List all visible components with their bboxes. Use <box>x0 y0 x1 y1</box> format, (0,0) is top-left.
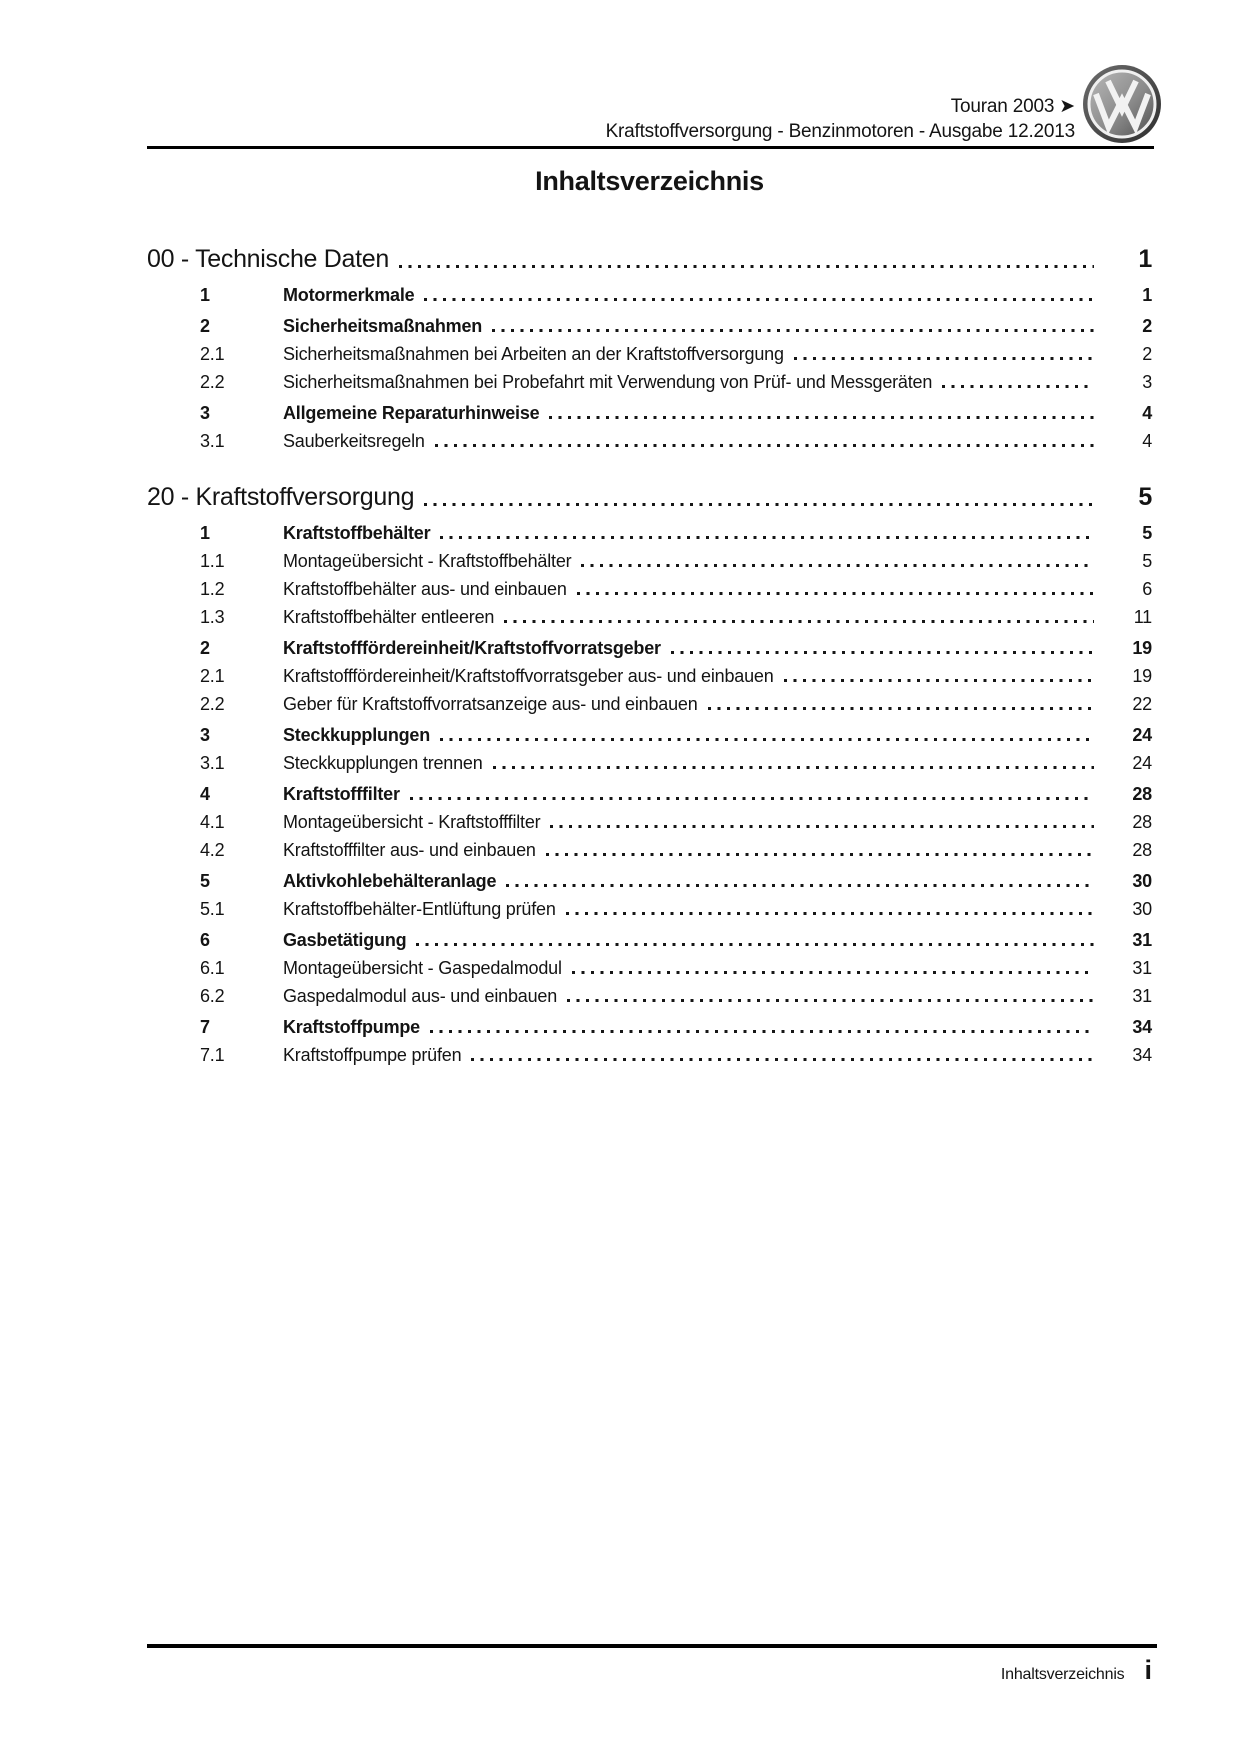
toc-entry-row[interactable] <box>147 551 1152 571</box>
dot-leader <box>572 960 1094 978</box>
toc-entry-row[interactable] <box>147 784 1152 804</box>
toc-entry-row[interactable] <box>147 753 1152 773</box>
toc-entry-row[interactable] <box>147 986 1152 1006</box>
toc-entry-row[interactable] <box>147 316 1152 336</box>
footer-label: Inhaltsverzeichnis <box>1000 1666 1125 1683</box>
toc-page-number: 31 <box>1132 986 1152 1006</box>
toc-entry-title: Kraftstoffbehälter aus- und einbauen <box>283 579 567 599</box>
toc-page-number: 5 <box>1138 483 1152 511</box>
toc-entry-title: Steckkupplungen trennen <box>283 753 483 773</box>
toc-entry-title: Sicherheitsmaßnahmen <box>283 316 483 336</box>
dot-leader <box>492 318 1094 336</box>
toc-page-number: 2 <box>1142 344 1152 364</box>
toc-entry-number: 7.1 <box>200 1045 225 1065</box>
toc-entry-title: Kraftstofffilter <box>283 784 400 804</box>
toc-entry-number: 3.1 <box>200 431 225 451</box>
page-title: Inhaltsverzeichnis <box>535 166 764 196</box>
dot-leader <box>708 696 1094 714</box>
toc-entry-number: 1.3 <box>200 607 225 627</box>
toc-page-number: 34 <box>1132 1017 1152 1037</box>
toc-page-number: 22 <box>1132 694 1152 714</box>
toc-page-number: 2 <box>1142 316 1152 336</box>
toc-entry-number: 2 <box>200 316 210 336</box>
toc-page-number: 31 <box>1132 958 1152 978</box>
dot-leader <box>399 252 1094 273</box>
toc-entry-row[interactable] <box>147 958 1152 978</box>
toc-entry-number: 1.1 <box>200 551 225 571</box>
dot-leader <box>550 814 1094 832</box>
toc-page-number: 34 <box>1132 1045 1152 1065</box>
toc-entry-title: Kraftstofffördereinheit/Kraftstoffvorratsgeber aus- und einbauen <box>283 666 774 686</box>
dot-leader <box>549 405 1094 423</box>
toc-entry-title: Kraftstofffilter aus- und einbauen <box>283 840 536 860</box>
page-footer <box>1001 1656 1152 1684</box>
toc-entry-title: Allgemeine Reparaturhinweise <box>283 403 540 423</box>
toc-entry-number: 4.2 <box>200 840 225 860</box>
dot-leader <box>794 346 1094 364</box>
toc-entry-number: 2 <box>200 638 210 658</box>
toc-entry-number: 5 <box>200 871 210 891</box>
dot-leader <box>504 609 1094 627</box>
header-subtitle: Kraftstoffversorgung - Benzinmotoren - Ausgabe 12.2013 <box>605 121 1075 142</box>
dot-leader <box>577 581 1094 599</box>
toc-page-number: 19 <box>1132 666 1152 686</box>
toc-entry-number: 2.1 <box>200 666 225 686</box>
toc-entry-row[interactable] <box>147 1017 1152 1037</box>
toc-entry-title: Kraftstoffpumpe <box>283 1017 420 1037</box>
toc-page-number: 1 <box>1138 245 1152 273</box>
toc-entry-number: 3 <box>200 725 210 745</box>
dot-leader <box>435 433 1094 451</box>
dot-leader <box>942 374 1094 392</box>
toc-entry-title: Kraftstofffördereinheit/Kraftstoffvorratsgeber <box>283 638 661 658</box>
dot-leader <box>566 901 1094 919</box>
toc-entry-title: Kraftstoffpumpe prüfen <box>283 1045 462 1065</box>
toc-page-number: 5 <box>1142 551 1152 571</box>
toc-entry-number: 4 <box>200 784 210 804</box>
toc-entry-number: 4.1 <box>200 812 225 832</box>
toc-entry-row[interactable] <box>147 725 1152 745</box>
toc-entry-title: Kraftstoffbehälter <box>283 523 431 543</box>
dot-leader <box>440 727 1094 745</box>
toc-page-number: 28 <box>1132 812 1152 832</box>
toc-entry-row[interactable] <box>147 930 1152 950</box>
toc-entry-title: Sicherheitsmaßnahmen bei Probefahrt mit Verwendung von Prüf- und Messgeräten <box>283 372 933 392</box>
toc-entry-row[interactable] <box>147 579 1152 599</box>
toc-page-number: 11 <box>1133 607 1152 627</box>
toc-entry-row[interactable] <box>147 403 1152 423</box>
footer-page-number: i <box>1144 1655 1152 1685</box>
toc-page-number: 3 <box>1142 372 1152 392</box>
toc <box>147 215 1152 1065</box>
toc-page-number: 28 <box>1132 840 1152 860</box>
toc-entry-title: Motormerkmale <box>283 285 415 305</box>
toc-page-number: 30 <box>1132 871 1152 891</box>
toc-page-number: 24 <box>1132 753 1152 773</box>
toc-entry-row[interactable] <box>147 607 1152 627</box>
toc-entry-row[interactable] <box>147 840 1152 860</box>
toc-entry-number: 5.1 <box>200 899 225 919</box>
toc-entry-row[interactable] <box>147 694 1152 714</box>
toc-entry-row[interactable] <box>147 523 1152 543</box>
toc-entry-number: 1.2 <box>200 579 225 599</box>
page-header <box>606 94 1075 144</box>
toc-page-number: 28 <box>1132 784 1152 804</box>
toc-chapter-label: 20 - Kraftstoffversorgung <box>147 483 415 511</box>
dot-leader <box>424 490 1094 511</box>
toc-entry-number: 2.2 <box>200 372 225 392</box>
toc-chapter-label: 00 - Technische Daten <box>147 245 390 273</box>
toc-entry-number: 6 <box>200 930 210 950</box>
toc-entry-title: Montageübersicht - Gaspedalmodul <box>283 958 562 978</box>
header-model-line: Touran 2003 ➤ <box>950 96 1075 117</box>
toc-page-number: 4 <box>1142 431 1152 451</box>
toc-entry-row[interactable] <box>147 812 1152 832</box>
toc-page-number: 31 <box>1132 930 1152 950</box>
toc-entry-number: 7 <box>200 1017 210 1037</box>
toc-entry-number: 2.2 <box>200 694 225 714</box>
toc-entry-title: Kraftstoffbehälter entleeren <box>283 607 495 627</box>
toc-entry-number: 1 <box>200 285 210 305</box>
toc-entry-title: Sauberkeitsregeln <box>283 431 425 451</box>
dot-leader <box>671 640 1094 658</box>
dot-leader <box>416 932 1094 950</box>
dot-leader <box>581 553 1094 571</box>
dot-leader <box>410 786 1094 804</box>
toc-entry-row[interactable] <box>147 899 1152 919</box>
dot-leader <box>506 873 1094 891</box>
dot-leader <box>546 842 1094 860</box>
toc-entry-title: Kraftstoffbehälter-Entlüftung prüfen <box>283 899 556 919</box>
header-rule <box>147 146 1154 149</box>
toc-entry-title: Steckkupplungen <box>283 725 431 745</box>
toc-entry-row[interactable] <box>147 1045 1152 1065</box>
toc-entry-title: Aktivkohlebehälteranlage <box>283 871 497 891</box>
toc-entry-row[interactable] <box>147 871 1152 891</box>
toc-entry-number: 2.1 <box>200 344 225 364</box>
dot-leader <box>784 668 1094 686</box>
toc-entry-number: 3.1 <box>200 753 225 773</box>
toc-entry-title: Montageübersicht - Kraftstofffilter <box>283 812 541 832</box>
toc-entry-title: Gaspedalmodul aus- und einbauen <box>283 986 558 1006</box>
toc-entry-title: Geber für Kraftstoffvorratsanzeige aus- und einbauen <box>283 694 698 714</box>
toc-entry-row[interactable] <box>147 431 1152 451</box>
toc-page-number: 30 <box>1132 899 1152 919</box>
toc-page-number: 1 <box>1142 285 1152 305</box>
dot-leader <box>493 755 1094 773</box>
dot-leader <box>430 1019 1094 1037</box>
toc-entry-row[interactable] <box>147 344 1152 364</box>
toc-chapter-row[interactable] <box>147 245 1152 273</box>
toc-page-number: 5 <box>1142 523 1152 543</box>
toc-entry-number: 3 <box>200 403 210 423</box>
dot-leader <box>440 525 1094 543</box>
vw-logo-icon <box>1082 64 1162 144</box>
toc-entry-number: 6.1 <box>200 958 225 978</box>
dot-leader <box>471 1047 1094 1065</box>
toc-entry-title: Sicherheitsmaßnahmen bei Arbeiten an der Kraftstoffversorgung <box>283 344 784 364</box>
toc-entry-title: Montageübersicht - Kraftstoffbehälter <box>283 551 572 571</box>
toc-entry-row[interactable] <box>147 638 1152 658</box>
toc-page-number: 24 <box>1132 725 1152 745</box>
toc-entry-title: Gasbetätigung <box>283 930 407 950</box>
toc-page-number: 4 <box>1142 403 1152 423</box>
toc-entry-row[interactable] <box>147 285 1152 305</box>
toc-entry-row[interactable] <box>147 666 1152 686</box>
toc-page-number: 6 <box>1142 579 1152 599</box>
toc-entry-number: 6.2 <box>200 986 225 1006</box>
dot-leader <box>424 287 1094 305</box>
toc-entry-number: 1 <box>200 523 210 543</box>
toc-chapter-row[interactable] <box>147 483 1152 511</box>
footer-rule <box>147 1644 1157 1648</box>
dot-leader <box>567 988 1094 1006</box>
toc-entry-row[interactable] <box>147 372 1152 392</box>
toc-page-number: 19 <box>1132 638 1152 658</box>
